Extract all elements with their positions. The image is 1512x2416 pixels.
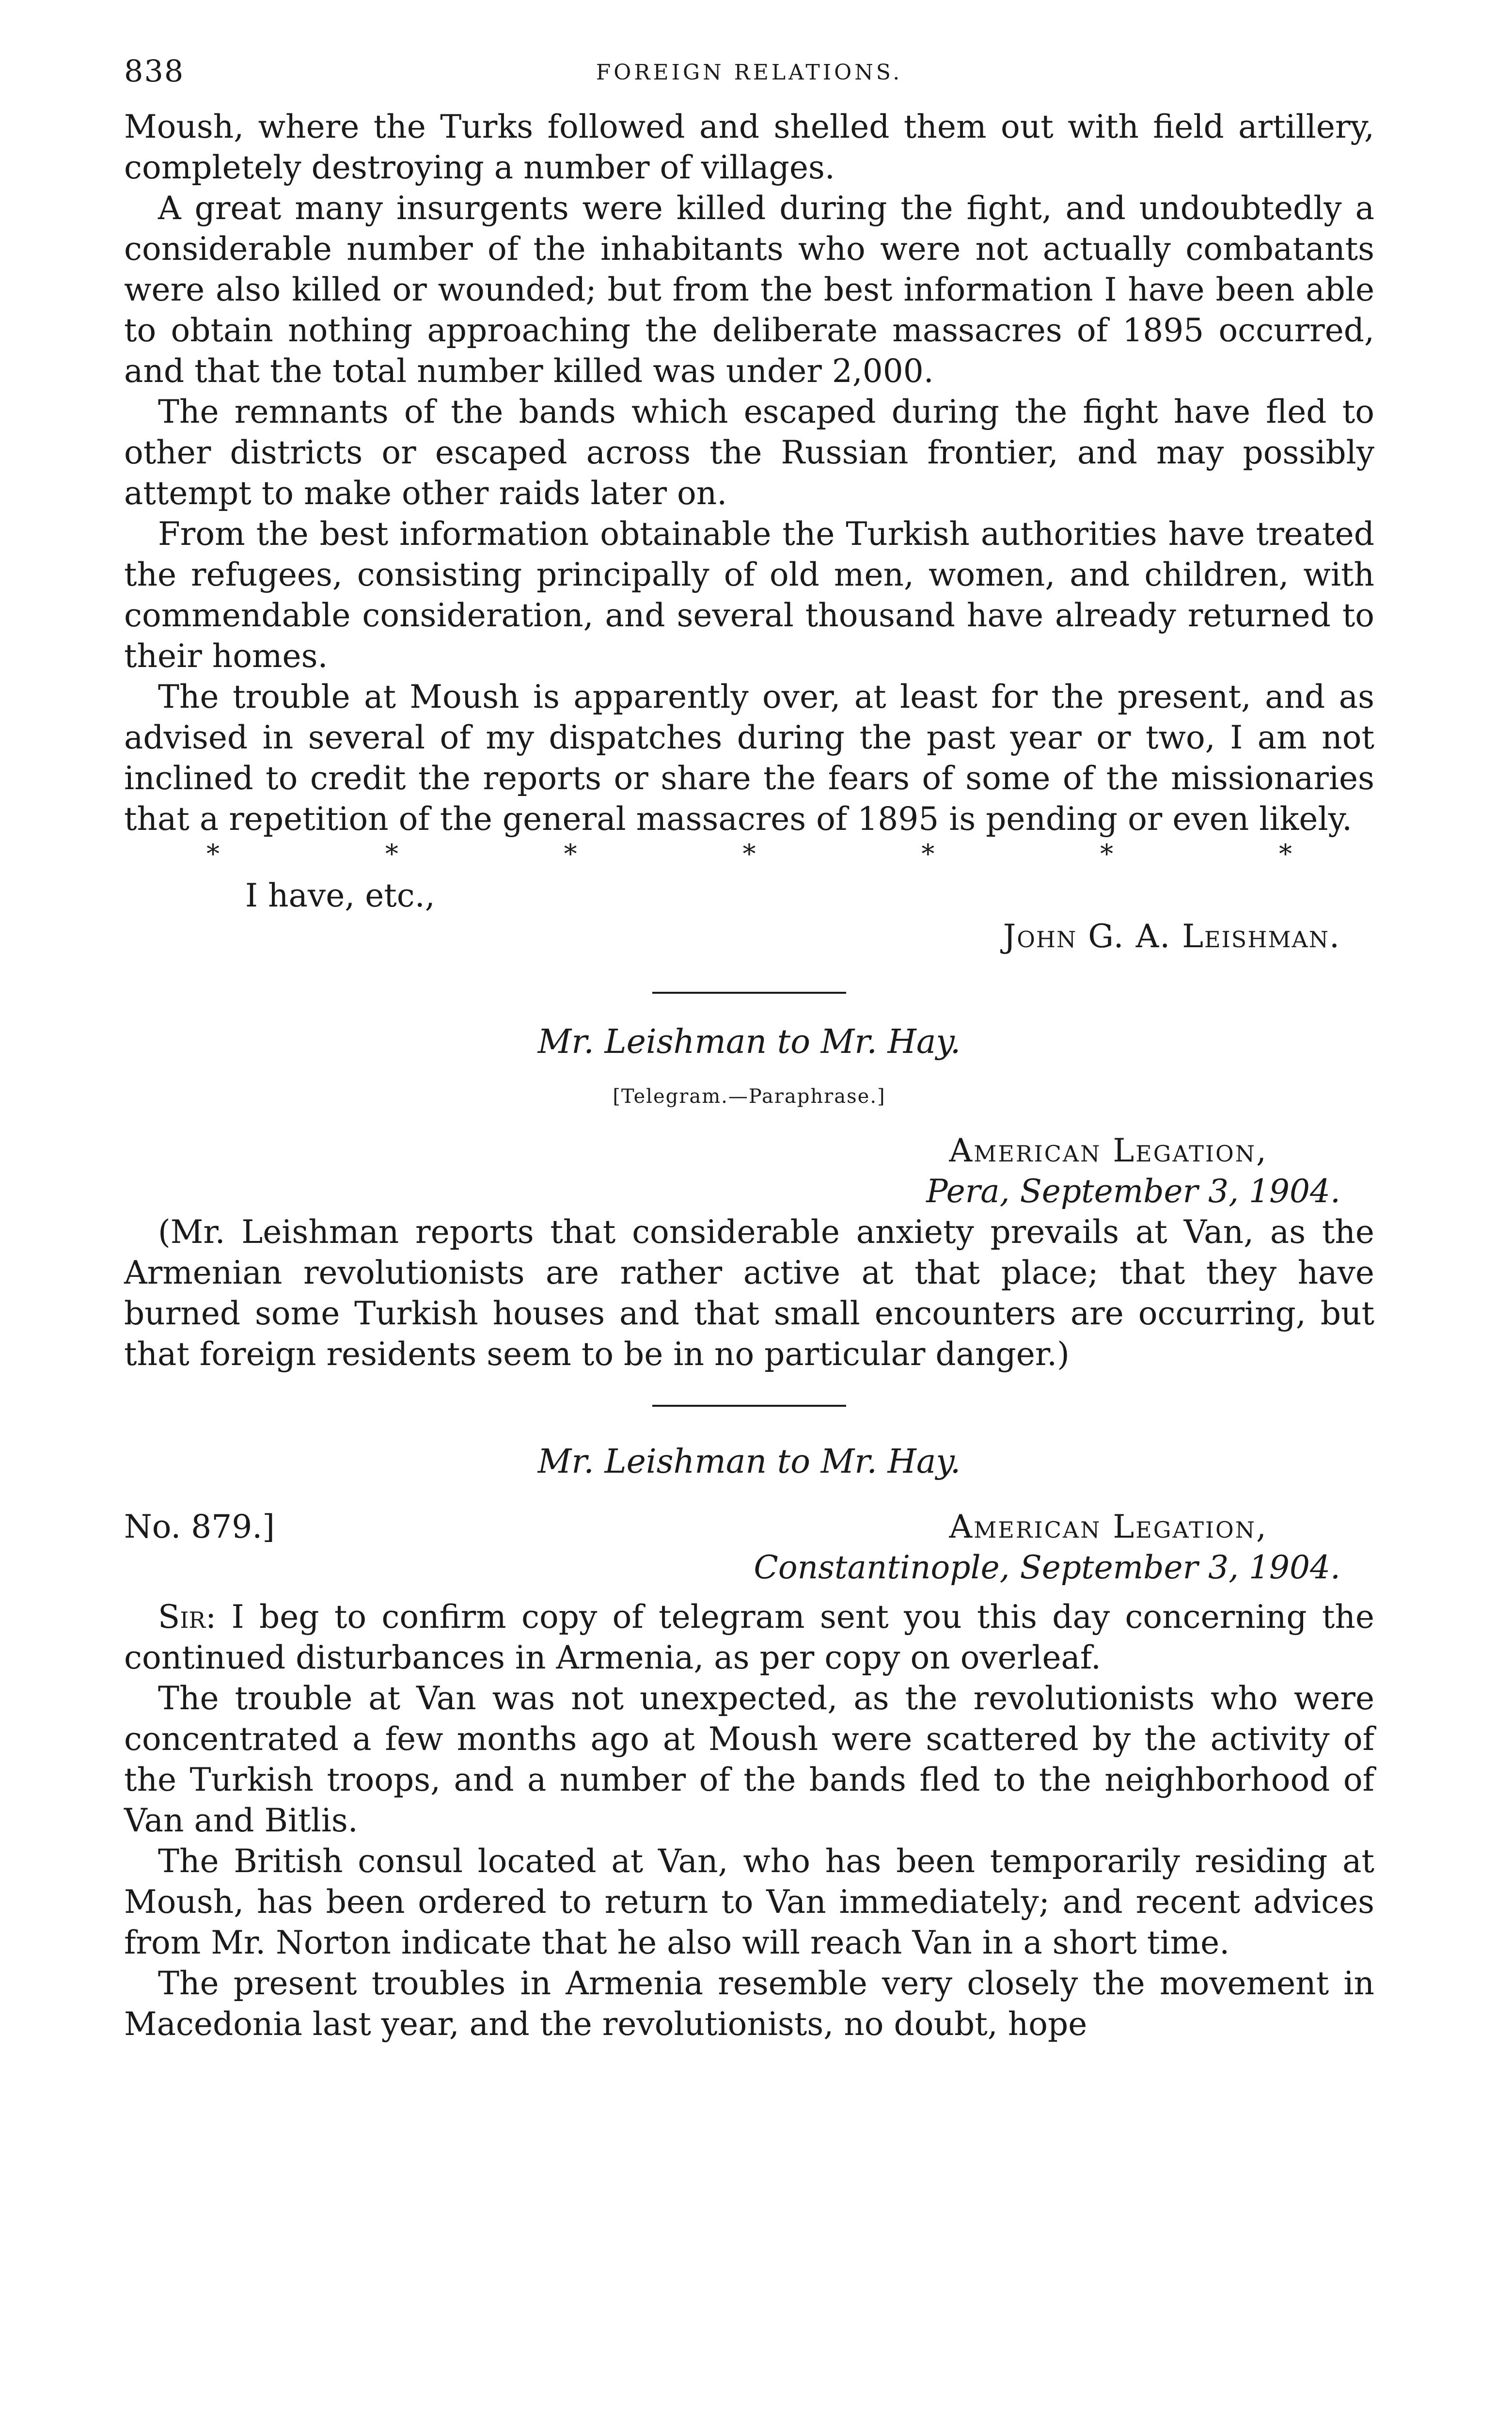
star: * — [1278, 839, 1292, 869]
omission-stars — [124, 840, 1374, 869]
paragraph: The British consul located at Van, who has been temporarily residing at Moush, has been ordered to return to Van immediately; and recent advices from Mr. Norton indicate that he also will reach Van in a short time. — [124, 1843, 1374, 1961]
paragraph-text: I beg to confirm copy of telegram sent you this day concerning the continued disturbances in Armenia, as per copy on overleaf. — [124, 1598, 1374, 1676]
date-line: Constantinople, September 3, 1904. — [754, 1549, 1340, 1586]
dateline — [124, 1507, 1374, 1588]
star: * — [206, 839, 220, 869]
telegram-section — [124, 1022, 1374, 1375]
signature: John G. A. Leishman. — [1003, 918, 1340, 955]
running-head — [124, 53, 1374, 107]
legation-line: American Legation, — [949, 1132, 1268, 1169]
closing: I have, etc., — [245, 877, 435, 914]
dateline — [124, 1130, 1374, 1212]
document-number: No. 879.] — [124, 1508, 275, 1545]
paragraph — [124, 1597, 1374, 1678]
page-number: 838 — [124, 53, 185, 89]
star: * — [385, 839, 398, 869]
star: * — [921, 839, 935, 869]
letter-heading: Mr. Leishman to Mr. Hay. — [537, 1443, 961, 1481]
running-title: FOREIGN RELATIONS. — [596, 60, 903, 85]
star: * — [1100, 839, 1114, 869]
star: * — [742, 839, 756, 869]
salutation: Sir: — [158, 1598, 217, 1636]
dispatch-continuation — [124, 107, 1374, 957]
paragraph: The trouble at Van was not unexpected, as the revolutionists who were concentrated a few months ago at Moush were scattered by the activity of the Turkish troops, and a number of the bands fled to the neighborhood of Van and Bitlis. — [124, 1680, 1374, 1839]
letter-heading: Mr. Leishman to Mr. Hay. — [537, 1023, 961, 1061]
star: * — [564, 839, 577, 869]
paragraph: (Mr. Leishman reports that considerable anxiety prevails at Van, as the Armenian revolutionists are rather active at that place; that they have burned some Turkish houses and that small encounters are occurring, but that foreign residents seem to be in no particular danger.) — [124, 1213, 1374, 1373]
paragraph: From the best information obtainable the Turkish authorities have treated the refugees, consisting principally of old men, women, and children, with commendable consideration, and several thousand have already returned to their homes. — [124, 515, 1374, 675]
paragraph: Moush, where the Turks followed and shelled them out with field artillery, completely destroying a number of villages. — [124, 108, 1374, 186]
section-divider — [652, 1405, 846, 1407]
legation-line: American Legation, — [949, 1508, 1268, 1545]
paragraph: The remnants of the bands which escaped during the fight have fled to other districts or escaped across the Russian frontier, and may possibly attempt to make other raids later on. — [124, 393, 1374, 512]
document-page — [124, 53, 1374, 2045]
section-divider — [652, 992, 846, 994]
paragraph: The present troubles in Armenia resemble very closely the movement in Macedonia last year, and the revolutionists, no doubt, hope — [124, 1965, 1374, 2043]
paragraph: The trouble at Moush is apparently over, at least for the present, and as advised in several of my dispatches during the past year or two, I am not inclined to credit the reports or share the fears of some of the missionaries that a repetition of the general massacres of 1895 is pending or even likely. — [124, 678, 1374, 838]
paragraph: A great many insurgents were killed during the fight, and undoubtedly a considerable number of the inhabitants who were not actually combatants were also killed or wounded; but from the best information I have been able to obtain nothing approaching the deliberate massacres of 1895 occurred, and that the total number killed was under 2,000. — [124, 190, 1374, 390]
date-line: Pera, September 3, 1904. — [926, 1173, 1340, 1210]
dispatch-879 — [124, 1442, 1374, 2045]
telegram-note: [Telegram.—Paraphrase.] — [613, 1085, 886, 1108]
